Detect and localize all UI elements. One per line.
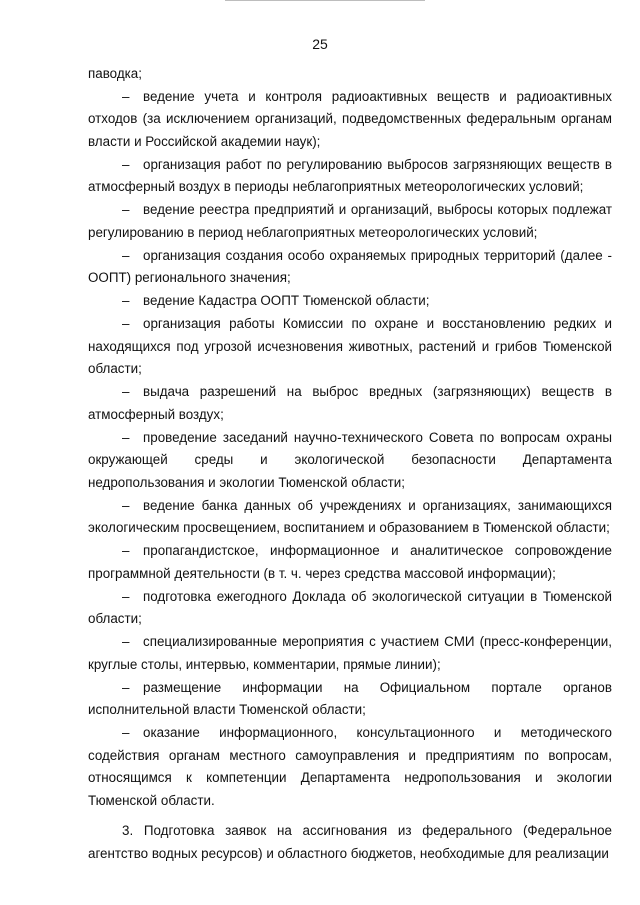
bullet-dash: – — [122, 543, 130, 558]
list-item — [88, 313, 612, 381]
list-item — [88, 245, 612, 290]
bullet-dash: – — [122, 679, 130, 695]
lead-fragment: паводка; — [88, 66, 142, 81]
list-item — [88, 586, 612, 631]
list-item-text: ведение реестра предприятий и организаций, выбросы которых подлежат регулированию в период неблагоприятных метеорологических условий; — [88, 202, 612, 240]
list-item-text: организация работ по регулированию выбросов загрязняющих веществ в атмосферный воздух в периоды неблагоприятных метеорологических условий; — [88, 156, 612, 194]
bullet-dash: – — [122, 429, 130, 445]
bullet-dash: – — [122, 634, 130, 649]
list-item-text: подготовка ежегодного Доклада об экологической ситуации в Тюменской области; — [88, 588, 612, 626]
list-item — [88, 381, 612, 426]
list-item-text: специализированные мероприятия с участием СМИ (пресс-конференции, круглые столы, интервью, комментарии, прямые линии); — [88, 634, 612, 672]
list-item — [88, 722, 612, 812]
list-item-text: пропагандистское, информационное и аналитическое сопровождение программной деятельности (в т. ч. через средства массовой информации); — [88, 543, 612, 581]
list-item-text: выдача разрешений на выброс вредных (загрязняющих) веществ в атмосферный воздух; — [88, 384, 612, 422]
list-item — [88, 86, 612, 154]
list-item — [88, 154, 612, 199]
bullet-dash: – — [122, 497, 130, 513]
page-body — [88, 63, 612, 865]
bullet-dash: – — [122, 293, 130, 308]
list-item — [88, 199, 612, 244]
list-item-text: оказание информационного, консультационного и методического содействия органам местного самоуправления и предприятиям по вопросам, относящимся к компетенции Департамента недропользования и экологии Тюменской области. — [88, 725, 612, 808]
list-item — [88, 495, 612, 540]
list-item-text: размещение информации на Официальном портале органов исполнительной власти Тюменской области; — [88, 679, 612, 717]
bullet-dash: – — [122, 88, 130, 104]
bullet-dash: – — [122, 247, 130, 263]
list-item — [88, 540, 612, 585]
bullet-dash: – — [122, 316, 130, 331]
list-item — [88, 677, 612, 722]
page-number: 25 — [312, 36, 328, 52]
scan-edge-line — [225, 0, 425, 1]
list-item-text: проведение заседаний научно-технического Совета по вопросам охраны окружающей среды и экологической безопасности Департамента недропользования и экологии Тюменской области; — [88, 429, 612, 490]
list-item-text: ведение Кадастра ООПТ Тюменской области; — [143, 293, 430, 308]
list-item — [88, 427, 612, 495]
numbered-paragraph: 3. Подготовка заявок на ассигнования из федерального (Федеральное агентство водных ресурсов) и областного бюджетов, необходимые для реализации — [88, 823, 612, 861]
list-item-text: ведение учета и контроля радиоактивных веществ и радиоактивных отходов (за исключением организаций, подведомственных федеральным органам власти и Российской академии наук); — [88, 88, 612, 149]
bullet-dash: – — [122, 202, 130, 217]
bullet-dash: – — [122, 725, 130, 740]
bullet-dash: – — [122, 156, 130, 172]
list-item — [88, 631, 612, 676]
bullet-dash: – — [122, 588, 130, 604]
bullet-dash: – — [122, 384, 130, 399]
list-item-text: ведение банка данных об учреждениях и организациях, занимающихся экологическим просвещением, воспитанием и образованием в Тюменской области; — [88, 497, 612, 535]
list-item-text: организация создания особо охраняемых природных территорий (далее - ООПТ) регионального значения; — [88, 247, 612, 285]
list-item — [88, 290, 612, 313]
bullet-list — [88, 86, 612, 813]
list-item-text: организация работы Комиссии по охране и восстановлению редких и находящихся под угрозой исчезновения животных, растений и грибов Тюменской области; — [88, 316, 612, 376]
